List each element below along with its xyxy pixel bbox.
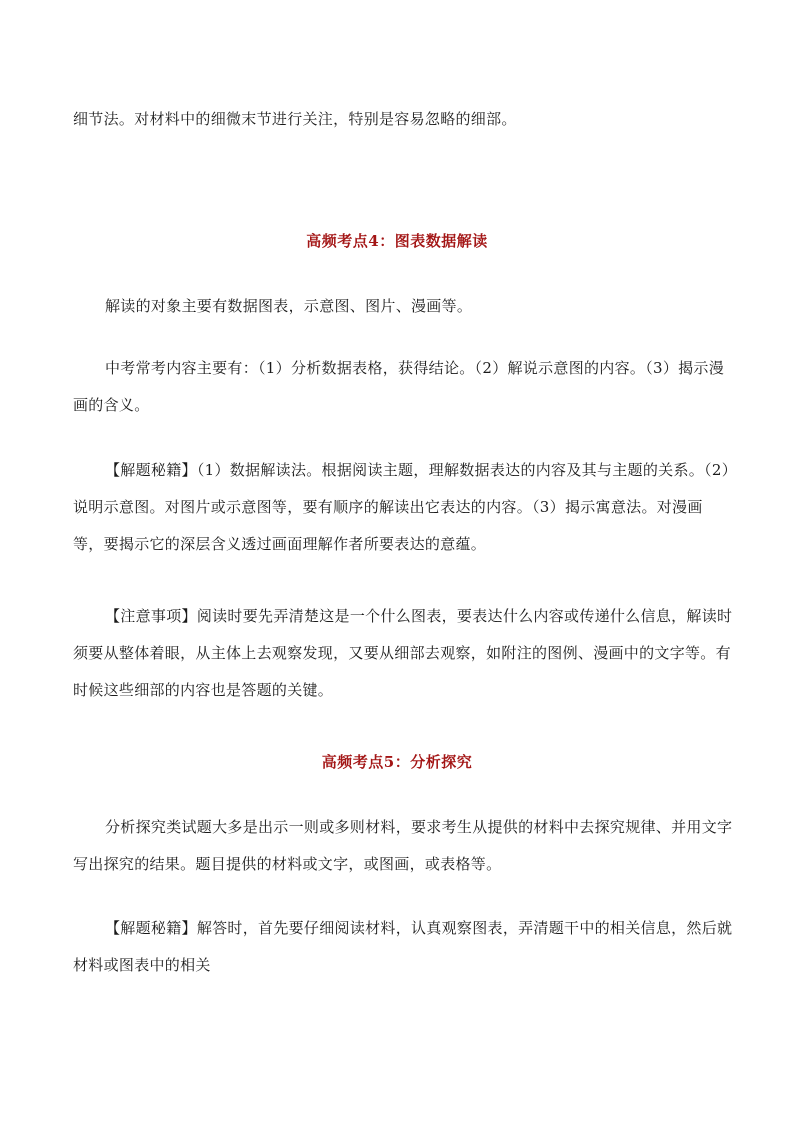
heading-topic-5: 高频考点5：分析探究 [321,753,473,771]
paragraph-reading-objects: 解读的对象主要有数据图表，示意图、图片、漫画等。 [105,297,473,315]
heading-topic-4: 高频考点4：图表数据解读 [306,232,488,250]
notes-label: 【注意事项】 [105,607,197,625]
solving-tips-2-label: 【解题秘籍】 [105,919,197,937]
paragraph-solving-tips-2 [73,910,733,984]
paragraph-notes [73,598,733,709]
notes-text: 阅读时要先弄清楚这是一个什么图表，要表达什么内容或传递什么信息，解读时须要从整体着眼，从主体上去观察发现，又要从细部去观察，如附注的图例、漫画中的文字等。有时候这些细部的内容也是答题的关键。 [73,607,733,699]
paragraph-analysis-exploration: 分析探究类试题大多是出示一则或多则材料，要求考生从提供的材料中去探究规律、并用文字写出探究的结果。题目提供的材料或文字，或图画，或表格等。 [73,818,733,873]
solving-tips-2-text: 解答时，首先要仔细阅读材料，认真观察图表，弄清题干中的相关信息，然后就材料或图表中的相关 [73,919,733,974]
paragraph-solving-tips-1 [73,452,733,563]
solving-tips-text: （1）数据解读法。根据阅读主题，理解数据表达的内容及其与主题的关系。（2）说明示意图。对图片或示意图等，要有顺序的解读出它表达的内容。（3）揭示寓意法。对漫画等，要揭示它的深层含义透过画面理解作者所要表达的意蕴。 [73,461,730,553]
paragraph-exam-content: 中考常考内容主要有：（1）分析数据表格，获得结论。（2）解说示意图的内容。（3）揭示漫画的含义。 [73,359,725,414]
solving-tips-label: 【解题秘籍】 [105,461,197,479]
paragraph-detail-method: 细节法。对材料中的细微末节进行关注，特别是容易忽略的细部。 [73,110,517,128]
